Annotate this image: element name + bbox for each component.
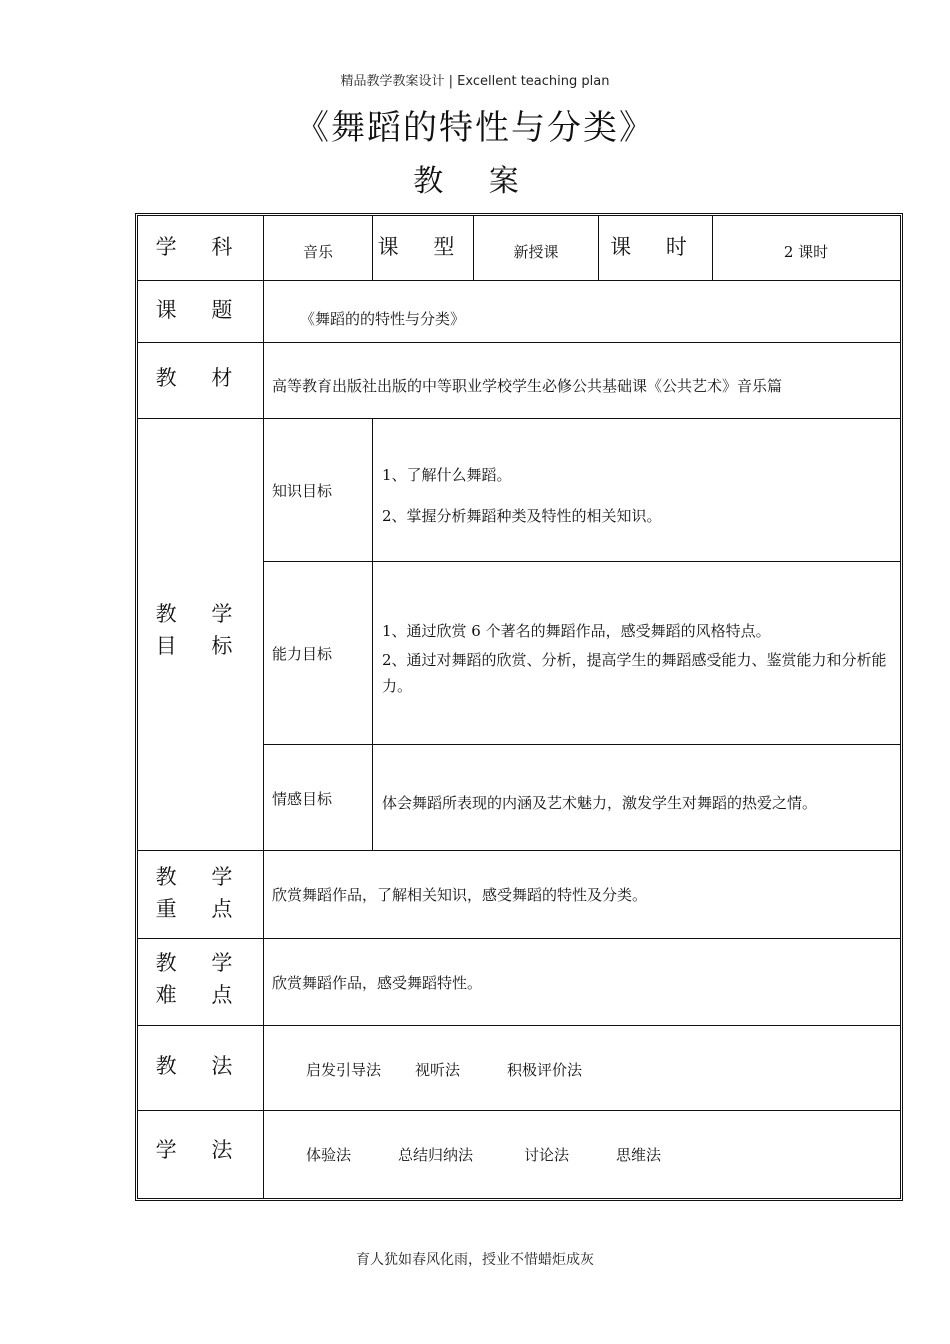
row-divider [138, 850, 900, 851]
course-type-value: 新授课 [513, 242, 559, 261]
topic-label: 课 题 [155, 298, 247, 322]
key-points-label [140, 860, 262, 926]
column-divider [263, 216, 264, 1198]
learning-method-item: 思维法 [616, 1146, 662, 1164]
row-divider [138, 342, 900, 343]
ability-objective-item: 2、通过对舞蹈的欣赏、分析，提高学生的舞蹈感受能力、鉴赏能力和分析能力。 [382, 651, 887, 695]
teaching-method-item: 积极评价法 [507, 1061, 583, 1079]
key-points-label-line2: 重 点 [155, 897, 247, 921]
knowledge-objective-item: 2、掌握分析舞蹈种类及特性的相关知识。 [382, 507, 662, 525]
learning-method-item: 体验法 [306, 1146, 352, 1164]
objectives-label [140, 580, 262, 680]
difficulties-label-line1: 教 学 [155, 951, 247, 975]
difficulties-value: 欣赏舞蹈作品，感受舞蹈特性。 [272, 973, 483, 992]
teaching-method-item: 视听法 [415, 1061, 461, 1079]
ability-objective-label: 能力目标 [272, 645, 333, 663]
page-footer: 育人犹如春风化雨，授业不惜蜡炬成灰 [356, 1252, 594, 1268]
topic-value: 《舞蹈的的特性与分类》 [300, 309, 466, 328]
knowledge-objective-label: 知识目标 [272, 482, 333, 500]
row-divider [138, 280, 900, 281]
teaching-methods-label: 教 法 [155, 1054, 247, 1078]
row-divider [138, 418, 900, 419]
teaching-method-item: 启发引导法 [306, 1061, 382, 1079]
difficulties-label-line2: 难 点 [155, 983, 247, 1007]
subject-value: 音乐 [302, 242, 333, 261]
class-hours-value: 2 课时 [783, 242, 829, 261]
objectives-label-line2: 目 标 [155, 634, 247, 658]
column-divider [372, 418, 373, 850]
row-divider [138, 1025, 900, 1026]
learning-methods-label: 学 法 [155, 1138, 247, 1162]
ability-objective-item: 1、通过欣赏 6 个著名的舞蹈作品，感受舞蹈的风格特点。 [382, 622, 771, 640]
subject-label: 学 科 [155, 235, 247, 259]
learning-method-item: 讨论法 [524, 1146, 570, 1164]
document-subtitle: 教 案 [413, 164, 537, 199]
difficulties-label [140, 946, 262, 1012]
emotion-objective-label: 情感目标 [272, 789, 333, 808]
knowledge-objective-item: 1、了解什么舞蹈。 [382, 466, 512, 484]
objectives-label-line1: 教 学 [155, 602, 247, 626]
subrow-divider [263, 561, 900, 562]
class-hours-label: 课 时 [610, 235, 701, 259]
course-type-label: 课 型 [377, 235, 469, 259]
key-points-value: 欣赏舞蹈作品，了解相关知识，感受舞蹈的特性及分类。 [272, 885, 648, 904]
subrow-divider [263, 744, 900, 745]
learning-method-item: 总结归纳法 [398, 1146, 474, 1164]
key-points-label-line1: 教 学 [155, 865, 247, 889]
material-label: 教 材 [155, 366, 247, 390]
page-header: 精品教学教案设计 | Excellent teaching plan [340, 74, 610, 89]
material-value: 高等教育出版社出版的中等职业学校学生必修公共基础课《公共艺术》音乐篇 [272, 376, 783, 395]
row-divider [138, 1110, 900, 1111]
emotion-objective-item: 体会舞蹈所表现的内涵及艺术魅力，激发学生对舞蹈的热爱之情。 [382, 794, 818, 812]
document-title: 《舞蹈的特性与分类》 [295, 108, 655, 148]
row-divider [138, 938, 900, 939]
